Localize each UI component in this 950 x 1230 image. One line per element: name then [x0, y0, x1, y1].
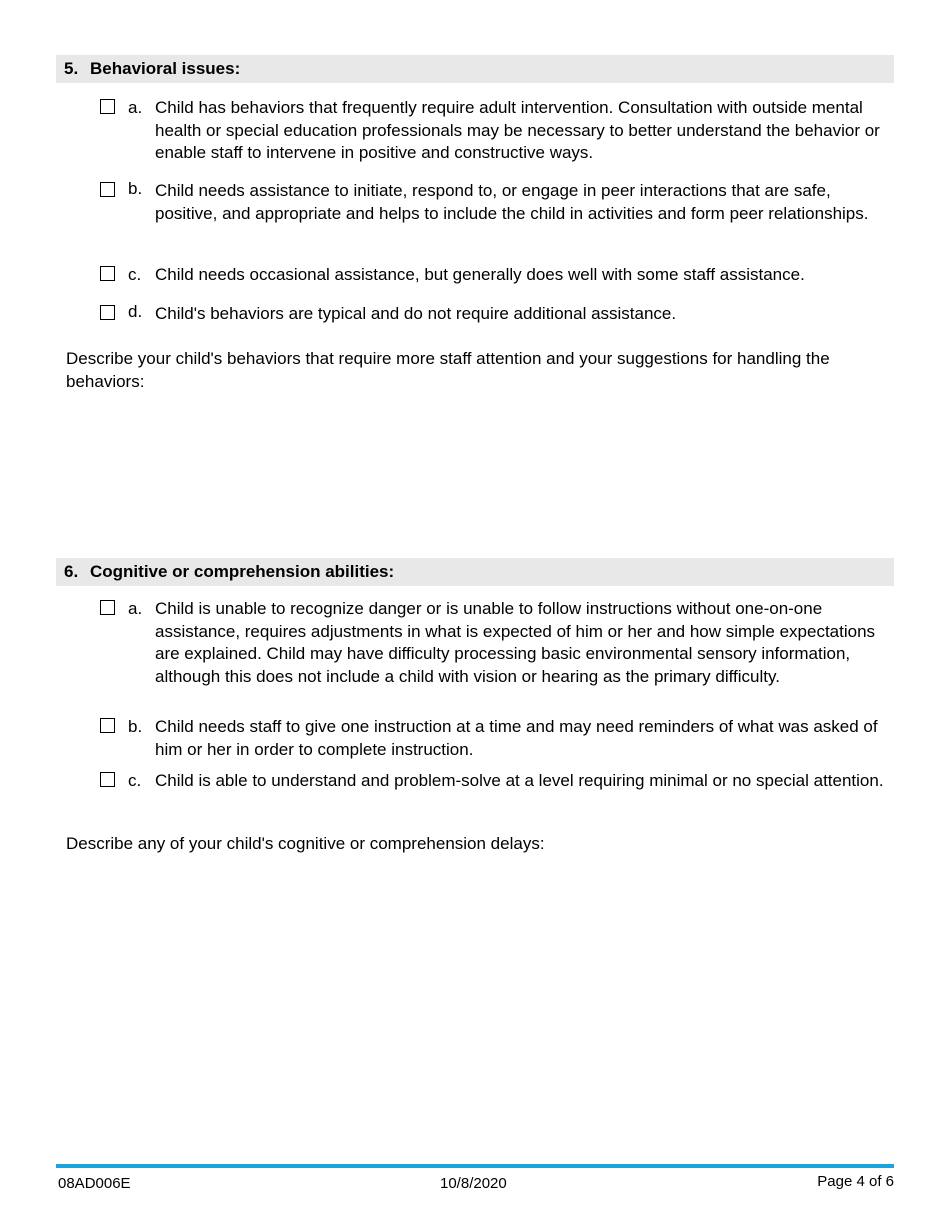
section-5-option-c — [100, 264, 894, 287]
option-letter: d. — [128, 302, 143, 321]
footer-form-id: 08AD006E — [58, 1175, 131, 1192]
section-5-checkbox-b[interactable] — [100, 182, 115, 197]
option-text: Child needs staff to give one instruction at a time and may need reminders of what was asked of him or her in order to complete instruction. — [155, 717, 878, 759]
option-letter: a. — [128, 599, 143, 618]
section-6-header — [56, 558, 894, 586]
option-text: Child's behaviors are typical and do not require additional assistance. — [155, 304, 677, 323]
option-letter: c. — [128, 265, 142, 284]
section-6-option-c — [100, 770, 894, 815]
section-6-answer-area[interactable] — [66, 862, 886, 1152]
option-text: Child has behaviors that frequently require adult intervention. Consultation with outside mental health or special education professionals may be necessary to better understand the behavior or enable staff to intervene in positive and constructive ways. — [155, 98, 880, 162]
option-letter: b. — [128, 179, 143, 198]
section-5-option-b — [100, 180, 894, 248]
section-5-prompt: Describe your child's behaviors that require more staff attention and your suggestions for handling the behaviors: — [66, 349, 830, 391]
section-5-checkbox-d[interactable] — [100, 305, 115, 320]
section-6-checkbox-a[interactable] — [100, 600, 115, 615]
section-6-checkbox-b[interactable] — [100, 718, 115, 733]
footer-page-number: Page 4 of 6 — [817, 1173, 894, 1190]
section-6-option-b — [100, 716, 894, 761]
option-text: Child is unable to recognize danger or is unable to follow instructions without one-on-one assistance, requires adjustments in what is expected of him or her and how simple expectations are explained. Child may have difficulty processing basic environmental sensory information, although this does not include a child with vision or hearing as the primary difficulty. — [155, 599, 876, 686]
section-5-option-d — [100, 303, 894, 326]
section-5-header — [56, 55, 894, 83]
section-6-number: 6. — [64, 562, 79, 581]
option-text: Child is able to understand and problem-solve at a level requiring minimal or no special attention. — [155, 771, 884, 790]
section-5-checkbox-a[interactable] — [100, 99, 115, 114]
section-5-option-a — [100, 97, 894, 165]
option-letter: b. — [128, 717, 143, 736]
section-6-title: Cognitive or comprehension abilities: — [90, 562, 395, 581]
footer-divider — [56, 1164, 894, 1168]
option-text: Child needs occasional assistance, but generally does well with some staff assistance. — [155, 265, 805, 284]
footer-date: 10/8/2020 — [440, 1175, 507, 1192]
option-letter: c. — [128, 771, 142, 790]
option-text: Child needs assistance to initiate, respond to, or engage in peer interactions that are safe, positive, and appropriate and helps to include the child in activities and form peer relationships. — [155, 181, 869, 223]
section-6-prompt: Describe any of your child's cognitive or comprehension delays: — [66, 834, 545, 853]
section-5-title: Behavioral issues: — [90, 59, 241, 78]
option-letter: a. — [128, 98, 143, 117]
section-5-checkbox-c[interactable] — [100, 266, 115, 281]
section-5-answer-area[interactable] — [66, 398, 886, 548]
section-6-option-a — [100, 598, 894, 711]
section-6-checkbox-c[interactable] — [100, 772, 115, 787]
section-5-number: 5. — [64, 59, 79, 78]
